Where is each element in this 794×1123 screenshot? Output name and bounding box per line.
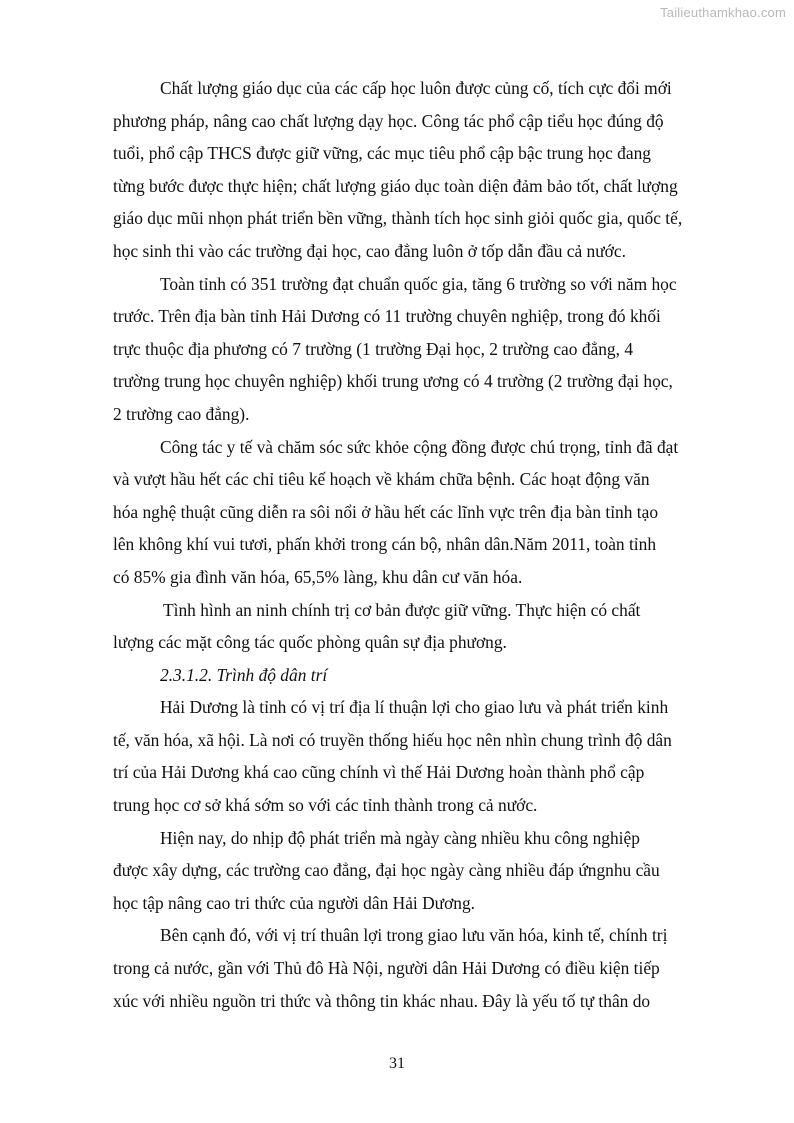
page-number: 31 [389, 1055, 405, 1072]
paragraph-industrial-zones: Hiện nay, do nhịp độ phát triển mà ngày càng nhiều khu công nghiệp được xây dựng, các trường cao đẳng, đại học ngày càng nhiều đáp ứngnhu cầu học tập nâng cao tri thức của người dân Hải Dương. [113, 827, 660, 913]
paragraph-location-advantage: Bên cạnh đó, với vị trí thuân lợi trong giao lưu văn hóa, kinh tế, chính trị trong cả nước, gần với Thủ đô Hà Nội, người dân Hải Dương có điều kiện tiếp xúc với nhiều nguồn tri thức và thông tin khác nhau. Đây là yếu tố tự thân do [113, 925, 668, 1011]
document-body [113, 72, 718, 1017]
paragraph-education-level: Hải Dương là tỉnh có vị trí địa lí thuận lợi cho giao lưu và phát triển kinh tế, văn hóa, xã hội. Là nơi có truyền thống hiếu học nên nhìn chung trình độ dân trí của Hải Dương khá cao cũng chính vì thế Hải Dương hoàn thành phổ cập trung học cơ sở khá sớm so với các tỉnh thành trong cả nước. [113, 697, 672, 816]
paragraph-health-culture: Công tác y tế và chăm sóc sức khỏe cộng đồng được chú trọng, tỉnh đã đạt và vượt hầu hết các chỉ tiêu kế hoạch về khám chữa bệnh. Các hoạt động văn hóa nghệ thuật cũng diễn ra sôi nổi ở hầu hết các lĩnh vực trên địa bàn tỉnh tạo lên không khí vui tươi, phấn khởi trong cán bộ, nhân dân.Năm 2011, toàn tỉnh có 85% gia đình văn hóa, 65,5% làng, khu dân cư văn hóa. [113, 436, 679, 587]
paragraph-schools-count: Toàn tỉnh có 351 trường đạt chuẩn quốc gia, tăng 6 trường so với năm học trước. Trên địa bàn tỉnh Hải Dương có 11 trường chuyên nghiệp, trong đó khối trực thuộc địa phương có 7 trường (1 trường Đại học, 2 trường cao đẳng, 4 trường trung học chuyên nghiệp) khối trung ương có 4 trường (2 trường đại học, 2 trường cao đẳng). [113, 273, 677, 424]
paragraph-security: Tình hình an ninh chính trị cơ bản được giữ vững. Thực hiện có chất lượng các mặt công tác quốc phòng quân sự địa phương. [113, 599, 641, 653]
watermark-text: Tailieuthamkhao.com [660, 5, 786, 20]
section-heading: 2.3.1.2. Trình độ dân trí [160, 664, 328, 685]
paragraph-education-quality: Chất lượng giáo dục của các cấp học luôn được củng cố, tích cực đổi mới phương pháp, nâng cao chất lượng dạy học. Công tác phổ cập tiểu học đúng độ tuổi, phổ cập THCS được giữ vững, các mục tiêu phổ cập bậc trung học đang từng bước được thực hiện; chất lượng giáo dục toàn diện đảm bảo tốt, chất lượng giáo dục mũi nhọn phát triển bền vững, thành tích học sinh giỏi quốc gia, quốc tế, học sinh thi vào các trường đại học, cao đẳng luôn ở tốp dẫn đầu cả nước. [113, 78, 683, 261]
